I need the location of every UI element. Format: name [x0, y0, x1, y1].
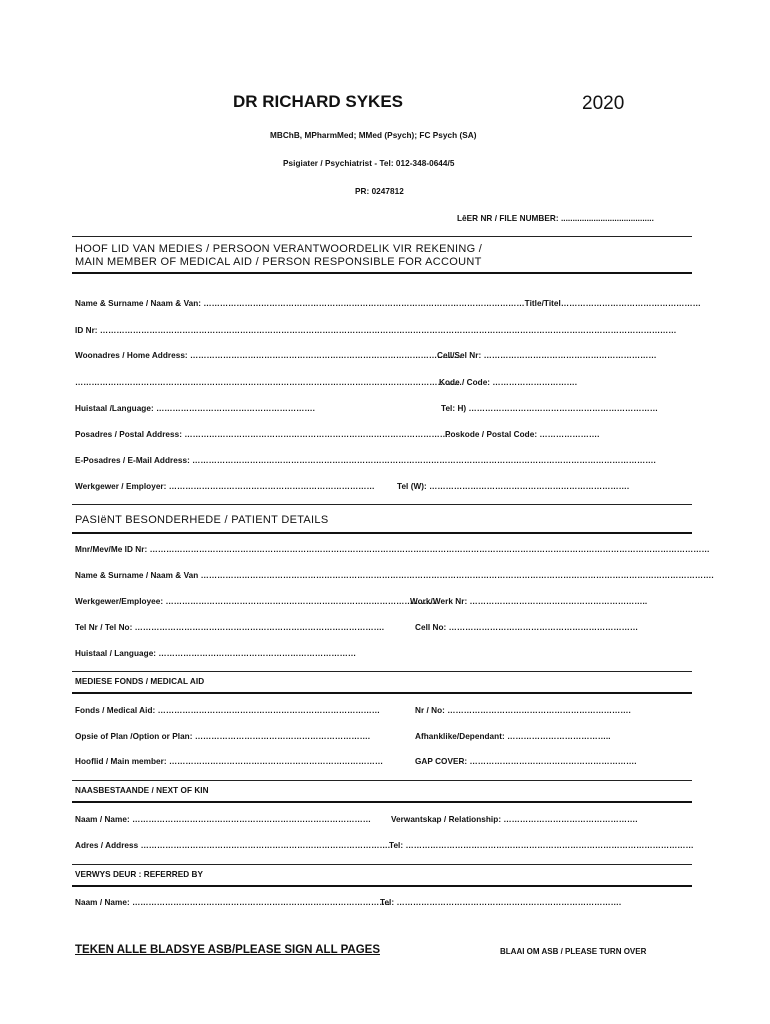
divider — [72, 692, 692, 694]
field-name-surname[interactable]: Name & Surname / Naam & Van: ………………………………………………………………………………………………………Title/Titel…………………………………………… — [75, 299, 701, 308]
field-main-member[interactable]: Hooflid / Main member: …………………………………………………………………… — [75, 757, 384, 766]
field-language[interactable]: Huistaal /Language: …………………………………………………. — [75, 404, 315, 413]
field-tel-w[interactable]: Tel (W): ………………………………………………………………. — [397, 482, 630, 491]
field-patient-tel[interactable]: Tel Nr / Tel No: ………………………………………………………………………………. — [75, 623, 385, 632]
section-heading-next-of-kin: NAASBESTAANDE / NEXT OF KIN — [75, 786, 209, 795]
field-patient-id[interactable]: Mnr/Mev/Me ID Nr: …………………………………………………………………………………………………………………………………………………………………………………… — [75, 545, 710, 554]
divider — [72, 272, 692, 274]
divider — [72, 801, 692, 803]
field-patient-cell[interactable]: Cell No: …………………………………………………………… — [415, 623, 639, 632]
field-patient-language[interactable]: Huistaal / Language: ……………………………………………………………… — [75, 649, 357, 658]
field-postal-address[interactable]: Posadres / Postal Address: ……………………………………………………………………………………. — [75, 430, 451, 439]
field-patient-employee[interactable]: Werkgewer/Employee: ………………………………………………………………………………………. — [75, 597, 440, 606]
field-address-line2[interactable]: …………………………………………………………………………………………………………………………… — [75, 378, 463, 387]
field-kin-relationship[interactable]: Verwantskap / Relationship: …………………………………………. — [391, 815, 638, 824]
field-referrer-tel[interactable]: Tel: ………………………………………………………………………. — [380, 898, 622, 907]
field-plan[interactable]: Opsie of Plan /Option or Plan: ………………………………………………………. — [75, 732, 371, 741]
divider — [72, 532, 692, 534]
divider — [72, 780, 692, 781]
divider — [72, 236, 692, 237]
field-patient-name[interactable]: Name & Surname / Naam & Van ……………………………………………………………………………………………………………………………………………………………………. — [75, 571, 714, 580]
field-gap-cover[interactable]: GAP COVER: ……………………………………………………. — [415, 757, 637, 766]
field-patient-work-nr[interactable]: Work/Werk Nr: ……………………………………………………….. — [410, 597, 648, 606]
field-tel-h[interactable]: Tel: H) …………………………………………………………… — [441, 404, 658, 413]
field-code[interactable]: Kode / Code: …………………………. — [439, 378, 578, 387]
file-number[interactable]: LêER NR / FILE NUMBER: ........................................ — [457, 214, 654, 223]
section-heading-medical-aid: MEDIESE FONDS / MEDICAL AID — [75, 677, 205, 686]
field-cell[interactable]: Cell/Sel Nr: ……………………………………………………… — [437, 351, 657, 360]
section-heading-referred-by: VERWYS DEUR : REFERRED BY — [75, 870, 204, 879]
sign-all-pages-note: TEKEN ALLE BLADSYE ASB/PLEASE SIGN ALL PAGES — [75, 944, 380, 956]
field-medical-aid[interactable]: Fonds / Medical Aid: ……………………………………………………………………… — [75, 706, 381, 715]
field-id-nr[interactable]: ID Nr: ………………………………………………………………………………………………………………………………………………………………………………………… — [75, 326, 677, 335]
field-email[interactable]: E-Posadres / E-Mail Address: ……………………………………………………………………………………………………………………………………………………. — [75, 456, 656, 465]
field-kin-name[interactable]: Naam / Name: …………………………………………………………………………… — [75, 815, 371, 824]
field-postal-code[interactable]: Poskode / Postal Code: …………………. — [445, 430, 600, 439]
divider — [72, 671, 692, 672]
section-heading-main-member-2: MAIN MEMBER OF MEDICAL AID / PERSON RESPONSIBLE FOR ACCOUNT — [75, 256, 482, 268]
title-tel: Psigiater / Psychiatrist - Tel: 012-348-0644/5 — [283, 159, 455, 168]
divider — [72, 504, 692, 505]
section-heading-main-member-1: HOOF LID VAN MEDIES / PERSOON VERANTWOORDELIK VIR REKENING / — [75, 243, 483, 255]
field-kin-tel[interactable]: Tel: …………………………………………………………………………………………… — [389, 841, 694, 850]
section-heading-patient: PASIëNT BESONDERHEDE / PATIENT DETAILS — [75, 514, 329, 526]
qualifications: MBChB, MPharmMed; MMed (Psych); FC Psych (SA) — [270, 131, 477, 140]
divider — [72, 885, 692, 887]
year: 2020 — [582, 93, 625, 114]
pr-number: PR: 0247812 — [355, 187, 404, 196]
doctor-name: DR RICHARD SYKES — [233, 92, 404, 111]
field-referrer-name[interactable]: Naam / Name: …………………………………………………………………………………. — [75, 898, 390, 907]
divider — [72, 864, 692, 865]
field-employer[interactable]: Werkgewer / Employer: ………………………………………………………………… — [75, 482, 375, 491]
field-kin-address[interactable]: Adres / Address ………………………………………………………………………………. — [75, 841, 391, 850]
field-medical-aid-nr[interactable]: Nr / No: …………………………………………………………. — [415, 706, 631, 715]
turn-over-note: BLAAI OM ASB / PLEASE TURN OVER — [500, 947, 647, 956]
field-dependant[interactable]: Afhanklike/Dependant: ……………………………….. — [415, 732, 611, 741]
field-home-address[interactable]: Woonadres / Home Address: ……………………………………………………………………………………… — [75, 351, 462, 360]
